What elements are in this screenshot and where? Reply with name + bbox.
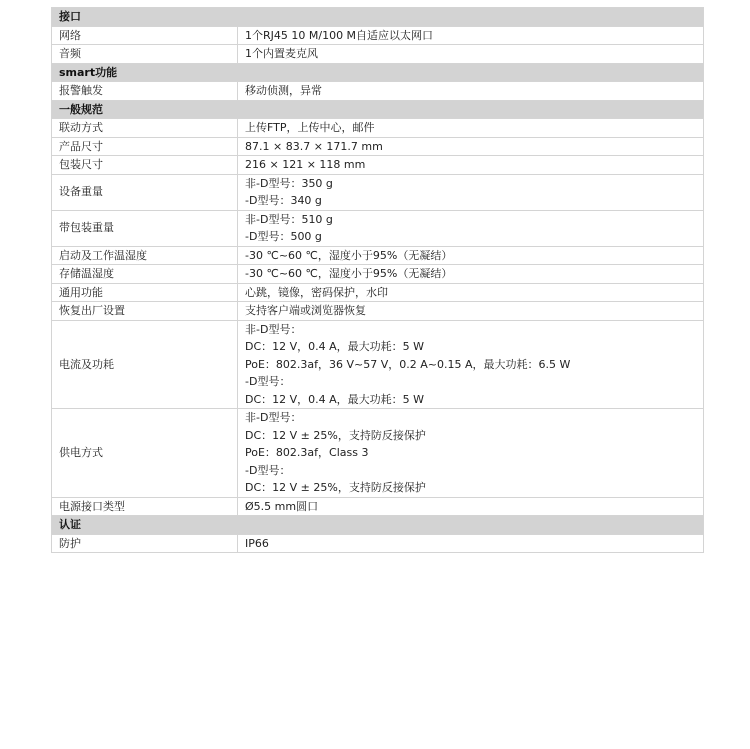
spec-value-line: 移动侦测，异常 — [245, 84, 322, 97]
spec-row — [52, 265, 704, 284]
spec-value-line: -30 ℃~60 ℃，湿度小于95%（无凝结） — [245, 267, 453, 280]
spec-row — [52, 246, 704, 265]
spec-label: 音频 — [52, 45, 238, 64]
spec-value-line: 87.1 × 83.7 × 171.7 mm — [245, 139, 383, 153]
spec-value-line: 非-D型号：510 g — [245, 212, 333, 226]
spec-value-line: 非-D型号：350 g — [245, 176, 333, 190]
spec-label: 设备重量 — [52, 174, 238, 210]
spec-value-line: -D型号：500 g — [245, 230, 322, 243]
spec-value-line: DC：12 V ± 25%，支持防反接保护 — [245, 481, 426, 494]
spec-value — [238, 137, 704, 156]
spec-label: 产品尺寸 — [52, 137, 238, 156]
spec-value — [238, 174, 704, 210]
spec-value — [238, 119, 704, 138]
spec-value-line: 1个内置麦克风 — [245, 47, 318, 60]
spec-value-line: 非-D型号： — [245, 322, 302, 336]
spec-value — [238, 26, 704, 45]
spec-label: 联动方式 — [52, 119, 238, 138]
section-header-row — [52, 63, 704, 82]
spec-value-line: DC：12 V ± 25%，支持防反接保护 — [245, 428, 426, 442]
spec-row — [52, 302, 704, 321]
spec-row — [52, 320, 704, 409]
spec-value — [238, 265, 704, 284]
section-header-row — [52, 100, 704, 119]
spec-value-line: IP66 — [245, 536, 269, 550]
spec-row — [52, 156, 704, 175]
spec-value — [238, 45, 704, 64]
section-title: 一般规范 — [52, 100, 704, 119]
spec-value-line: 心跳，镜像，密码保护，水印 — [245, 285, 388, 299]
spec-label: 存储温湿度 — [52, 265, 238, 284]
spec-value — [238, 156, 704, 175]
spec-label: 包装尺寸 — [52, 156, 238, 175]
spec-label: 通用功能 — [52, 283, 238, 302]
spec-row — [52, 45, 704, 64]
spec-value-line: DC：12 V，0.4 A，最大功耗：5 W — [245, 340, 425, 353]
section-title: 认证 — [52, 516, 704, 535]
spec-row — [52, 26, 704, 45]
spec-value-line: -30 ℃~60 ℃，湿度小于95%（无凝结） — [245, 248, 453, 262]
spec-value-line: 非-D型号： — [245, 411, 302, 424]
spec-value-line: -D型号：340 g — [245, 194, 322, 207]
spec-label: 电源接口类型 — [52, 497, 238, 516]
spec-value-line: 216 × 121 × 118 mm — [245, 158, 366, 171]
spec-label: 带包装重量 — [52, 210, 238, 246]
spec-value-line: -D型号： — [245, 463, 291, 477]
spec-value — [238, 302, 704, 321]
spec-label: 供电方式 — [52, 409, 238, 498]
spec-label: 电流及功耗 — [52, 320, 238, 409]
spec-row — [52, 137, 704, 156]
spec-row — [52, 174, 704, 210]
spec-value-line: PoE：802.3af，36 V~57 V，0.2 A~0.15 A，最大功耗：6.5 W — [245, 357, 571, 371]
spec-value — [238, 409, 704, 498]
spec-row — [52, 210, 704, 246]
section-title: 接口 — [52, 8, 704, 27]
spec-row — [52, 409, 704, 498]
spec-value-line: Ø5.5 mm圆口 — [245, 499, 319, 513]
section-title: smart功能 — [52, 63, 704, 82]
spec-label: 网络 — [52, 26, 238, 45]
spec-value — [238, 82, 704, 101]
spec-value — [238, 497, 704, 516]
spec-value — [238, 246, 704, 265]
spec-row — [52, 534, 704, 553]
spec-row — [52, 82, 704, 101]
spec-table-body — [52, 8, 704, 553]
spec-row — [52, 497, 704, 516]
spec-value-line: 上传FTP，上传中心，邮件 — [245, 121, 375, 134]
spec-label: 启动及工作温湿度 — [52, 246, 238, 265]
spec-value-line: PoE：802.3af，Class 3 — [245, 446, 369, 459]
section-header-row — [52, 8, 704, 27]
spec-value-line: DC：12 V，0.4 A，最大功耗：5 W — [245, 392, 425, 406]
spec-value-line: 1个RJ45 10 M/100 M自适应以太网口 — [245, 28, 434, 42]
spec-value — [238, 283, 704, 302]
spec-value — [238, 534, 704, 553]
spec-label: 报警触发 — [52, 82, 238, 101]
spec-value-line: 支持客户端或浏览器恢复 — [245, 304, 366, 317]
spec-table — [51, 7, 704, 553]
spec-label: 防护 — [52, 534, 238, 553]
spec-value-line: -D型号： — [245, 375, 291, 388]
spec-label: 恢复出厂设置 — [52, 302, 238, 321]
spec-value — [238, 210, 704, 246]
spec-row — [52, 283, 704, 302]
spec-row — [52, 119, 704, 138]
spec-value — [238, 320, 704, 409]
section-header-row — [52, 516, 704, 535]
